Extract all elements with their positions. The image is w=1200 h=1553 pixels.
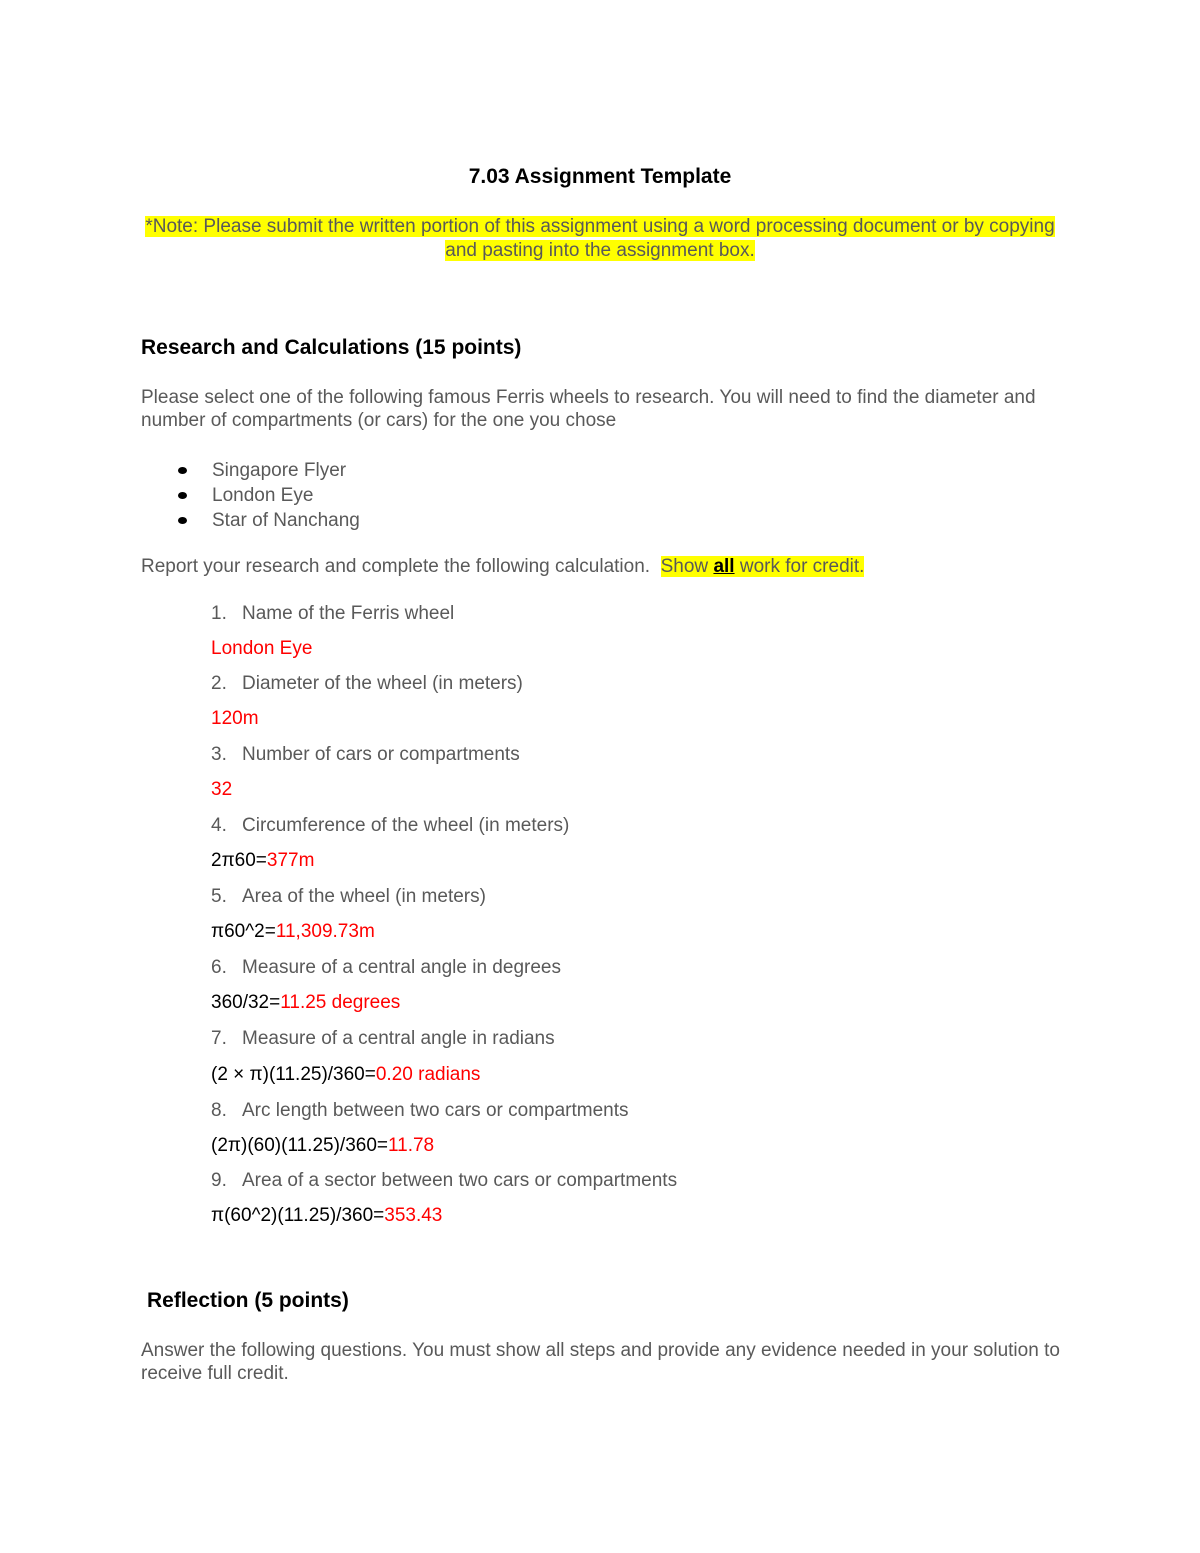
reflection-heading: Reflection (5 points) [147, 1289, 349, 1312]
question-number: 9. [211, 1170, 227, 1191]
research-intro: Please select one of the following famous Ferris wheels to research. You will need to find the diameter and number of compartments (or cars) for the one you chose [141, 387, 1036, 431]
answer-value: 11.78 [387, 1135, 435, 1156]
question-number: 5. [211, 886, 227, 907]
reflection-text: Answer the following questions. You must show all steps and provide any evidence needed in your solution to receive full credit. [141, 1340, 1060, 1384]
answer-value: 377m [266, 850, 315, 871]
answer-value: 32 [211, 779, 233, 800]
ferris-wheel-list [176, 458, 360, 533]
answer-value: 353.43 [384, 1205, 443, 1226]
show-all-emphasis: all [713, 556, 735, 577]
answer-work: π(60^2)(11.25)/360= [211, 1205, 385, 1226]
question-text: Measure of a central angle in degrees [242, 957, 561, 978]
bullet-icon [178, 467, 187, 474]
page-title: 7.03 Assignment Template [468, 165, 732, 188]
question-text: Diameter of the wheel (in meters) [242, 673, 523, 694]
answer-6 [211, 992, 400, 1014]
answer-8 [211, 1135, 434, 1157]
show-pre: Show [660, 556, 714, 577]
answer-1 [211, 638, 312, 660]
question-text: Measure of a central angle in radians [242, 1028, 555, 1049]
answer-value: 11.25 degrees [280, 992, 401, 1013]
question-6 [211, 957, 561, 979]
question-1 [211, 603, 454, 625]
question-text: Arc length between two cars or compartments [242, 1100, 629, 1121]
report-instruction [141, 555, 1061, 578]
answer-value: 11,309.73m [275, 921, 375, 942]
answer-value: London Eye [211, 638, 313, 659]
answer-work: (2 × π)(11.25)/360= [211, 1064, 376, 1085]
question-text: Area of the wheel (in meters) [242, 886, 486, 907]
question-number: 7. [211, 1028, 227, 1049]
question-number: 1. [211, 603, 227, 624]
question-number: 6. [211, 957, 227, 978]
list-item [176, 508, 360, 533]
question-number: 2. [211, 673, 227, 694]
submission-note [140, 215, 1060, 263]
answer-4 [211, 850, 314, 872]
answer-9 [211, 1205, 442, 1227]
report-text: Report your research and complete the following calculation. [141, 556, 661, 577]
question-5 [211, 886, 486, 908]
note-highlight: *Note: Please submit the written portion of this assignment using a word processing document or by copying and pasting into the assignment box. [145, 216, 1055, 261]
list-item [176, 483, 360, 508]
question-8 [211, 1100, 629, 1122]
question-text: Number of cars or compartments [242, 744, 520, 765]
question-number: 3. [211, 744, 227, 765]
question-text: Circumference of the wheel (in meters) [242, 815, 570, 836]
wheel-name: Star of Nanchang [212, 510, 360, 531]
answer-work: 2π60= [211, 850, 267, 871]
question-number: 8. [211, 1100, 227, 1121]
wheel-name: London Eye [212, 485, 314, 506]
wheel-name: Singapore Flyer [212, 460, 347, 481]
answer-2 [211, 708, 259, 730]
answer-work: (2π)(60)(11.25)/360= [211, 1135, 388, 1156]
answer-3 [211, 779, 232, 801]
question-3 [211, 744, 520, 766]
question-7 [211, 1028, 555, 1050]
answer-value: 120m [211, 708, 259, 729]
show-post: work for credit. [734, 556, 865, 577]
question-4 [211, 815, 569, 837]
research-heading: Research and Calculations (15 points) [141, 336, 522, 359]
bullet-icon [178, 492, 187, 499]
answer-7 [211, 1064, 480, 1086]
list-item [176, 458, 360, 483]
answer-5 [211, 921, 375, 943]
answer-work: π60^2= [211, 921, 276, 942]
answer-value: 0.20 radians [375, 1064, 481, 1085]
question-number: 4. [211, 815, 227, 836]
bullet-icon [178, 517, 187, 524]
answer-work: 360/32= [211, 992, 281, 1013]
question-text: Area of a sector between two cars or compartments [242, 1170, 678, 1191]
question-text: Name of the Ferris wheel [242, 603, 455, 624]
question-2 [211, 673, 523, 695]
show-work-highlight [661, 556, 865, 577]
question-9 [211, 1170, 677, 1192]
